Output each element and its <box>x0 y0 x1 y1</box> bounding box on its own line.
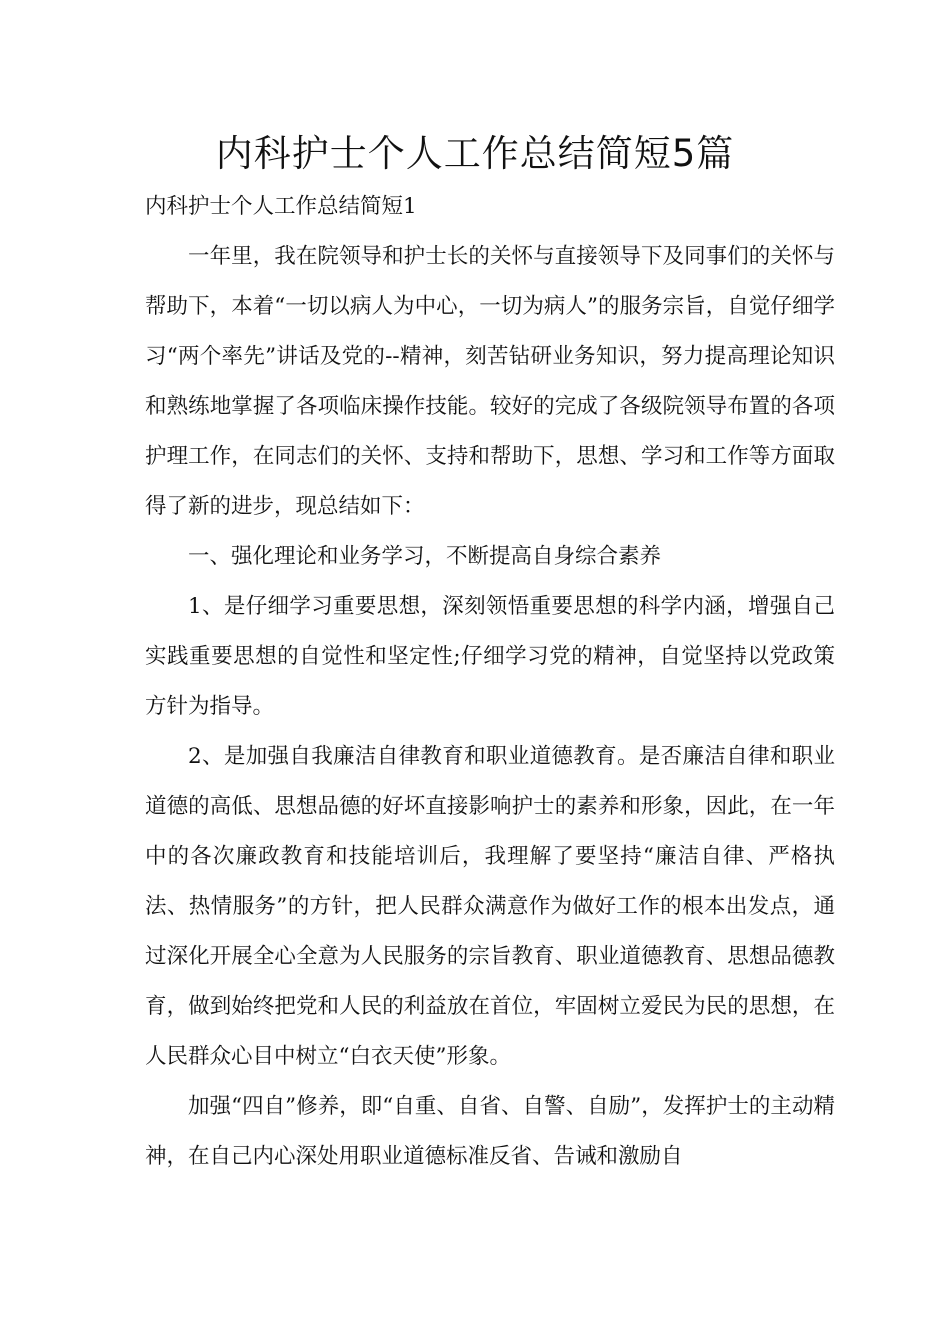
paragraph-item-2: 2、是加强自我廉洁自律教育和职业道德教育。是否廉洁自律和职业道德的高低、思想品德的好坏直接影响护士的素养和形象，因此，在一年中的各次廉政教育和技能培训后，我理解了要坚持“廉洁自律、严格执法、热情服务”的方针，把人民群众满意作为做好工作的根本出发点，通过深化开展全心全意为人民服务的宗旨教育、职业道德教育、思想品德教育，做到始终把党和人民的利益放在首位，牢固树立爱民为民的思想，在人民群众心目中树立“白衣天使”形象。 <box>145 744 835 1069</box>
document-body <box>145 182 835 1182</box>
paragraph-four-self: 加强“四自”修养，即“自重、自省、自警、自励”，发挥护士的主动精神，在自己内心深处用职业道德标准反省、告诫和激励自 <box>145 1094 835 1169</box>
paragraph-intro: 一年里，我在院领导和护士长的关怀与直接领导下及同事们的关怀与帮助下，本着“一切以病人为中心，一切为病人”的服务宗旨，自觉仔细学习“两个率先”讲话及党的--精神，刻苦钻研业务知识，努力提高理论知识和熟练地掌握了各项临床操作技能。较好的完成了各级院领导布置的各项护理工作，在同志们的关怀、支持和帮助下，思想、学习和工作等方面取得了新的进步，现总结如下： <box>145 244 835 519</box>
section-subtitle: 内科护士个人工作总结简短1 <box>145 194 417 219</box>
document-title: 内科护士个人工作总结简短5篇 <box>215 132 735 175</box>
section-heading-1: 一、强化理论和业务学习，不断提高自身综合素养 <box>188 544 662 569</box>
paragraph-item-1: 1、是仔细学习重要思想，深刻领悟重要思想的科学内涵，增强自己实践重要思想的自觉性和坚定性;仔细学习党的精神，自觉坚持以党政策方针为指导。 <box>145 594 835 719</box>
